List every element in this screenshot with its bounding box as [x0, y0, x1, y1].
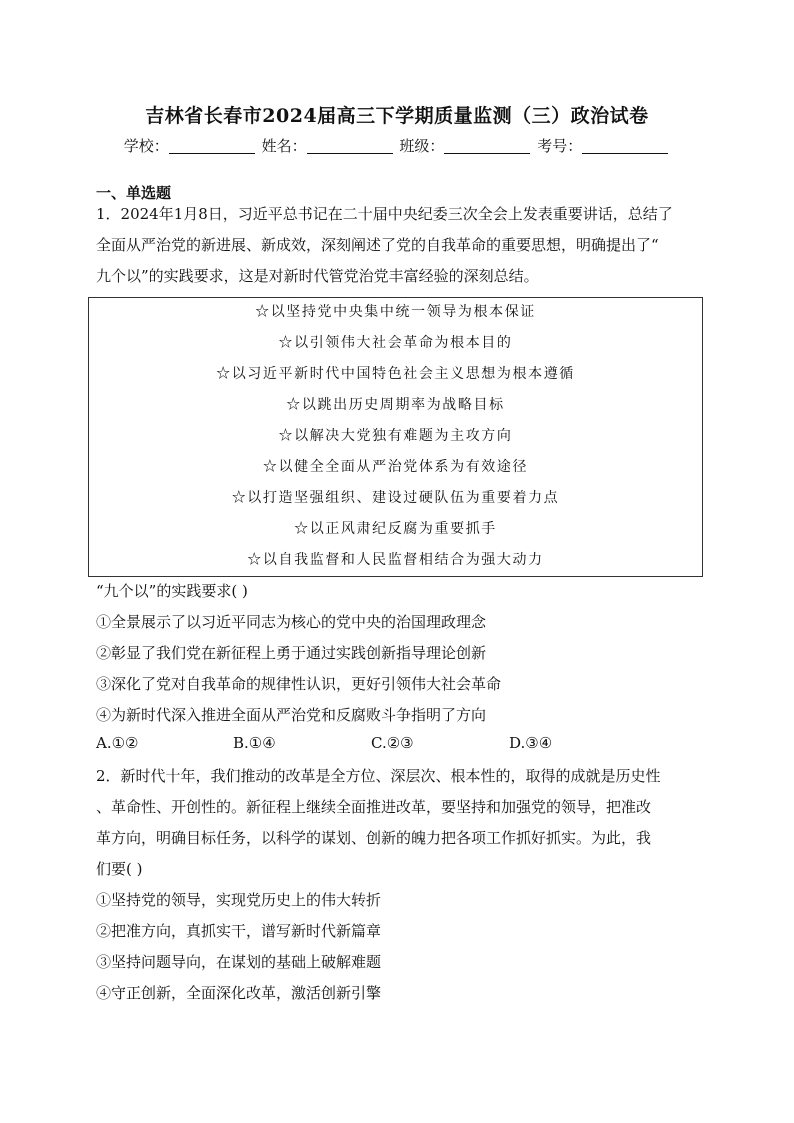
q1-statement: ④为新时代深入推进全面从严治党和反腐败斗争指明了方向: [96, 706, 487, 724]
q2-line-2: 、革命性、开创性的。新征程上继续全面推进改革，要坚持和加强党的领导，把准改: [96, 798, 652, 816]
q2-line-3: 革方向，明确目标任务，以科学的谋划、创新的魄力把各项工作抓好抓实。为此，我: [96, 829, 652, 847]
q2-line-4: 们要( ): [96, 860, 143, 878]
school-blank: [169, 138, 255, 154]
box-item: ☆以习近平新时代中国特色社会主义思想为根本遵循: [216, 366, 575, 382]
choice-a: A.①②: [96, 734, 139, 752]
q1-line-1: 1．2024年1月8日，习近平总书记在二十届中央纪委三次全会上发表重要讲话，总结了: [96, 205, 673, 223]
q2-statement: ④守正创新，全面深化改革，激活创新引擎: [96, 984, 382, 1002]
name-label: 姓名：: [261, 137, 307, 155]
q2-statement: ②把准方向，真抓实干，谱写新时代新篇章: [96, 922, 382, 940]
box-item: ☆以自我监督和人民监督相结合为强大动力: [247, 552, 544, 568]
number-blank: [582, 138, 668, 154]
q1-statement: ②彰显了我们党在新征程上勇于通过实践创新指导理论创新: [96, 644, 487, 662]
box-item: ☆以健全全面从严治党体系为有效途径: [262, 459, 529, 475]
class-blank: [444, 138, 530, 154]
section-heading: 一、单选题: [96, 184, 172, 202]
q2-line-1: 2．新时代十年，我们推动的改革是全方位、深层次、根本性的，取得的成就是历史性: [96, 767, 661, 785]
class-label: 班级：: [399, 137, 445, 155]
q1-statement: ③深化了党对自我革命的规律性认识，更好引领伟大社会革命: [96, 675, 502, 693]
q1-stem: “九个以”的实践要求( ): [96, 582, 248, 600]
student-info-line: [0, 135, 794, 156]
choice-d: D.③④: [509, 734, 553, 752]
choice-b: B.①④: [233, 734, 276, 752]
number-label: 考号：: [537, 137, 583, 155]
name-blank: [307, 138, 393, 154]
q2-statement: ①坚持党的领导，实现党历史上的伟大转折: [96, 891, 382, 909]
box-item: ☆以跳出历史周期率为战略目标: [286, 397, 505, 413]
box-item: ☆以引领伟大社会革命为根本目的: [278, 335, 513, 351]
box-item: ☆以正风肃纪反腐为重要抓手: [294, 521, 497, 537]
q1-material-box: [88, 297, 703, 577]
q2-statement: ③坚持问题导向，在谋划的基础上破解难题: [96, 953, 382, 971]
choice-c: C.②③: [371, 734, 414, 752]
exam-title: 吉林省长春市2024届高三下学期质量监测（三）政治试卷: [145, 105, 649, 127]
q1-line-3: 九个以”的实践要求，这是对新时代管党治党丰富经验的深刻总结。: [96, 267, 539, 285]
box-item: ☆以打造坚强组织、建设过硬队伍为重要着力点: [231, 490, 560, 506]
q1-statement: ①全景展示了以习近平同志为核心的党中央的治国理政理念: [96, 613, 487, 631]
q1-line-2: 全面从严治党的新进展、新成效，深刻阐述了党的自我革命的重要思想，明确提出了“: [96, 236, 659, 254]
box-item: ☆以解决大党独有难题为主攻方向: [278, 428, 513, 444]
box-item: ☆以坚持党中央集中统一领导为根本保证: [255, 304, 536, 320]
school-label: 学校：: [123, 137, 169, 155]
